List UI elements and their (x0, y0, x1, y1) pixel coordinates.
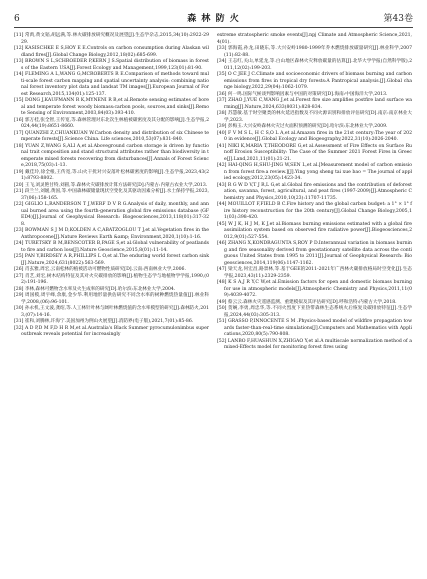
reference-entry: [49] 蔡云云.森林火灾遥感监测、重建模拟及其评估研究[D].呼和浩特:内蒙古大学,2018. (217, 299, 397, 305)
reference-entry: [30] 孙永机,王文波,龚绍,等.人工林针叶林与阔叶林燃烧值的含水率模型的研究[J].森林防火,2013,(07):14-16. (14, 306, 209, 318)
reference-entry: [35] O C JEE J C.Climate and socioeconomic drivers of biomass burning and carbon emissions from fires in tropical dry forests:A Pantropical analysis.[J].Global change biology,2022,29(04):1062-1079. (217, 72, 412, 90)
reference-entry: [37] ZHAO J,YUE C,WANG J,et al.Forest fire size amplifies postfire land surface warming[J].Nature,2024,633(8031):828-834. (217, 98, 412, 110)
reference-entry: [29] 周国模,周宇峰,余康,金少华.利用地形量供估研究不同含水率的树种燃烧热量值[J].林业科学,2008,(06):96-101. (14, 293, 209, 305)
reference-entry: [32] A D P,D M F,D H R M,et al.Australia's Black Summer pyrocumulonimbus super outbreak reveals potential for increasingly (14, 325, 209, 337)
reference-entry: [15] DONG J,KAUFMANN R K,MYNENI R B,et al.Remote sensing estimates of boreal and temperate forest woody biomass:carbon pools, sources,and sinks[J].Remote Sensing of Environment,2003,84(03):393-410. (14, 98, 209, 116)
reference-entry: [25] PAN Y,BIRDSEY A R,PHILLIPS L O,et al.The enduring world forest carbon sink[J].Nature,2024,631(8022):563-569. (14, 254, 209, 266)
reference-entry: [24] TURETSKY B M,BENSCOTER B,PAGE S,et al.Global vulnerability of peatlands to fire and carbon loss[J].Nature Geoscience,2015,8(01):11-14. (14, 241, 209, 253)
reference-entry: [41] NIKI K,MARIA T,THEODORE G,et al.Assessment of Fire Effects on Surface Runoff Erosion Susceptibility: The Case of the Summer 2021 Forest Fires in Greece[J].Land,2021,11(01):21-21. (217, 143, 412, 162)
reference-entry: [39] 彭梅玉.大兴安岭森林火灾过火面积预测的研究[D].哈尔滨:东北林业大学,2009. (217, 124, 388, 129)
reference-entry: [43] R G W D V,T J R,L G,et al.Global fire emissions and the contribution of deforestation, savanna, forest, agricultural, and peat fires (1997-2009)[J].Atmospheric Chemistry and Physics,2010,10(23):11707-11735. (217, 182, 412, 201)
reference-entry: [16] 郭万桂,张全智,王传宽,等.森林管理对东北次生林植被碳密度及其分配的影响[J].生态学报,2024,44(19):8651-8660. (14, 117, 209, 129)
reference-entry: [12] KASISCHKE E S,HOY E E.Controls on carbon consumption during Alaskan wildland fires[J].Global Change Biology,2012,18(02):685-699. (14, 46, 209, 58)
reference-entry: [18] YUAN Z,WANG S,ALI A,et al.Aboveground carbon storage is driven by functional trait composition and stand structural attributes rather than biodiversity in temperate mixed forests recovering from disturbances[J].Annals of Forest Science,2018,75(03):1-13. (14, 143, 209, 168)
reference-entry: [20] 王飞,刘灵艳甘特,刘圆,等.森林火灾碳排放计算方法研究[D].内蒙古:内蒙古农业大学,2013. (14, 182, 208, 188)
references-left-column (14, 33, 209, 339)
reference-entry: [42] HAI-QING H,SHU-JING W,SEN L,et al.[Measurement model of carbon emission from forest fire:a review.][J].Ying yong sheng tai xue bao = The journal of applied ecology,2012,23(05):1423-34. (217, 163, 412, 181)
reference-entry: [28] 李林,森林可燃物含水率及火生成率的研究[D].哈尔滨:东北林业大学,2004. (14, 286, 176, 292)
reference-entry: [45] W J K, H J M, K J,et al.Biomass burning emissions estimated with a global fire assimilation system based on observed fire radiative power[J].Biogeosciences,2012,9(01):527-554. (217, 221, 412, 240)
reference-entry: [46] ZHANG X,KONDRAGUNTA S,ROY P D.Interannual variation in biomass burning and fire seasonality derived from geostationary satellite data across the contiguous United States from 1995 to 2011[J].Journal of Geophysical Research: Biogeosciences,2014,119(06):1147-1162. (217, 241, 412, 266)
reference-entry: [38] 苏慧敏.基于时空聚类的林火延迟指数及不同火源识别和排放评估研究[D].南京:南京林业大学,2023. (217, 111, 412, 123)
references-right-column (217, 33, 412, 352)
reference-entry: [21] 段兰兰,刘媛,黄国,等.中国森林碳储量现状空变化及其驱动因素分析[J].水土保持学报,2023,37(06):158-165. (14, 189, 209, 201)
reference-entry: [13] BROWN S L,SCHROEDER P,KERN J S.Spatial distribution of biomass in forests of the Eastern USA[J].Forest Ecology and Management,1999,123(01):81-90. (14, 59, 209, 71)
reference-entry: [31] 崔和,刘腾林,许海宁.美国加州为例山火展望[J].消防界(电子版),2021,7(01):85-86. (14, 319, 194, 324)
reference-entry: [47] 梁天龙,何宏昌,路景林,等.基于GEE的2011-2021年广西林火碳排放格局时空变化[J].生态学报,2023,43(11):2329-2359. (217, 267, 412, 279)
journal-title: 森 林 防 火 (187, 14, 240, 24)
reference-entry: [36] 何一鸣.国际气候谈判影响因素与中国的对策研究[D].海南:中国海洋大学,2013. (217, 91, 388, 97)
reference-entry: [48] K S A,J R Y,C W,et al.Emission factors for open and domestic biomass burning for use in atmospheric models[J].Atmospheric Chemistry and Physics,2011,11(09):4039-4072. (217, 280, 412, 298)
reference-entry: [19] 戴佳玲,徐全根,王传宽,等.山火干扰对兴安落叶松林碳密度的影响[J].生态学报,2023,43(21):8793-8802. (14, 169, 209, 181)
reference-entry: [34] 王志红,关山,单延龙,等.白山地区森林火灾释放碳量的估算[J].北华大学学报(自然科学版),2011,12(02):199-203. (217, 59, 412, 71)
page-header (14, 12, 413, 26)
reference-entry: [27] 肖艺,刘宏,树木结构特征及其对火灾碳排放的影响[J].植物生态学与地植物学学报,1990,(02):191-196. (14, 273, 209, 285)
reference-entry: [11] 常禹,黄文韬,胡远满,等.林火碳排放研究概况及展望[J].生态学杂志,2015,34(10):2922-2929. (14, 33, 209, 45)
reference-entry: [23] BOWMAN S J M D,KOLDEN A C,ABATZOGLOU T J,et al.Vegetation fires in the Anthropocene[J].Nature Reviews Earth &amp; Environment,2020,1(10):1-16. (14, 228, 209, 240)
reference-entry: [50] 贺娴,李勇,周忠华,等.不同火烈度下亚热带森林生态系统火后恢复及碳排放特征[J].生态学报,2024,44(03):305-313. (217, 306, 412, 318)
volume-label: 第43卷 (383, 14, 413, 24)
reference-entry: [52] LANBO F,HUASHUN X,ZHIGAO Y,et al.A multiscale normalization method of a mixed-Effects model for monitoring forest fires using (217, 338, 412, 350)
reference-entry: [51] GRASSO P,INNOCENTE S M .Physics-based model of wildfire propagation towards faster-than-real-time simulations[J].Computers and Mathematics with Applications,2020,80(5):790-808. (217, 319, 412, 337)
reference-entry: [14] FLEMING A L,WANG G,MCROBERTS R E.Comparison of methods toward multi-scale forest carbon mapping and spatial uncertainty analysis: combining national forest inventory plot data and landsat TM images[J].European Journal of Forest Research,2015,134(01):125-137. (14, 72, 209, 97)
reference-entry: [26] 肖玄雅,周宏,云南松林的植被活动可燃物性质研究[D].云南:西南林业大学,2006. (14, 267, 186, 272)
header-rule (14, 27, 413, 28)
page-number: 6 (14, 14, 20, 24)
reference-entry: [44] MOUILLOT F,FIELD B C.Fire history and the global carbon budget: a 1° × 1° fire history reconstruction for the 20th century[J].Global Change Biology,2005,11(03):398-420. (217, 202, 412, 220)
reference-entry: [22] GIGLIO L,RANDERSON T J,WERF D V R G.Analysis of daily, monthly, and annual burned area using the fourth-generation global fire emissions database (GFED4)[J].Journal of Geophysical Research: Biogeosciences,2013,118(01):317-328. (14, 202, 209, 227)
reference-entry: [40] F V M S L, H C S,O L A,et al.Amazon fires in the 21st century:The year of 2020 in evidence[J].Global Ecology and Biogeography,2022,31(10):2026-2040. (217, 130, 412, 142)
reference-entry: [17] QUANZHI Z,CHUANKUAN W.Carbon density and distribution of six Chinese temperate forests[J].Science China. Life sciences,2010,53(07):831-840. (14, 130, 209, 142)
reference-entry: extreme stratospheric smoke events[J].npj Climate and Atmospheric Science,2021,4(01). (217, 33, 412, 45)
reference-entry: [33] 郭海霞,孙龙,田晓东,等.大兴安岭1980-1999年乔木燃烧排放碳量研究[J].林业科学,2007(11):82-88. (217, 46, 412, 58)
